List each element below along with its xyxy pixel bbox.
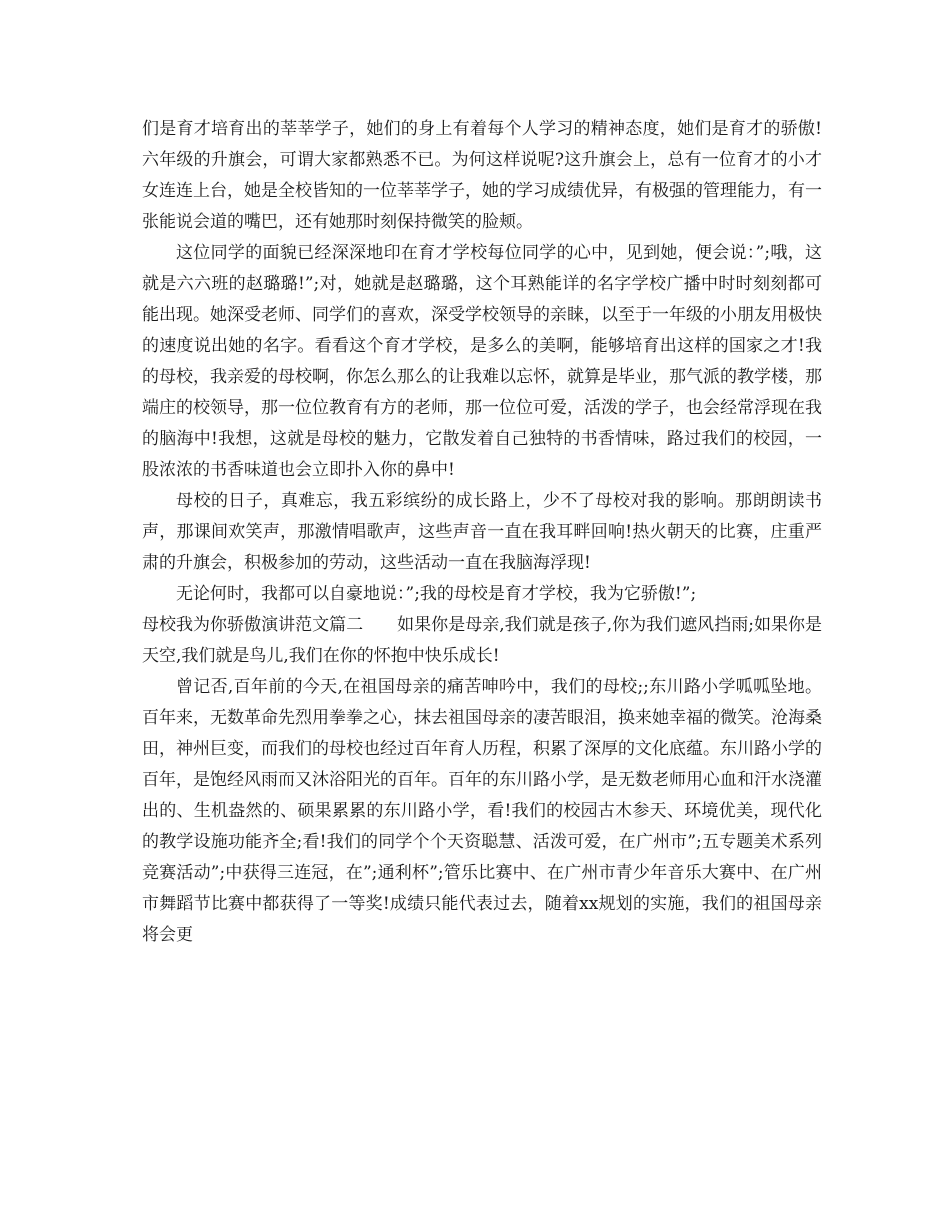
paragraph-6: 曾记否,百年前的今天,在祖国母亲的痛苦呻吟中，我们的母校;;东川路小学呱呱坠地。百年来，无数革命先烈用拳拳之心，抹去祖国母亲的凄苦眼泪，换来她幸福的微笑。沧海桑田，神州巨变，而我们的母校也经过百年育人历程，积累了深厚的文化底蕴。东川路小学的百年，是饱经风雨而又沐浴阳光的百年。百年的东川路小学，是无数老师用心血和汗水浇灌出的、生机盎然的、硕果累累的东川路小学，看!我们的校园古木参天、环境优美，现代化的教学设施功能齐全;看!我们的同学个个天资聪慧、活泼可爱，在广州市”;五专题美术系列竞赛活动”;中获得三连冠，在”;通利杯”;管乐比赛中、在广州市青少年音乐大赛中、在广州市舞蹈节比赛中都获得了一等奖!成绩只能代表过去，随着xx规划的实施，我们的祖国母亲将会更 xyxy=(142,677,822,945)
document-page xyxy=(142,114,822,951)
paragraph-2: 这位同学的面貌已经深深地印在育才学校每位同学的心中，见到她，便会说：”;哦，这就是六六班的赵璐璐!”;对，她就是赵璐璐，这个耳熟能详的名字学校广播中时时刻刻都可能出现。她深受老师、同学们的喜欢，深受学校领导的亲睐，以至于一年级的小朋友用极快的速度说出她的名字。看看这个育才学校，是多么的美啊，能够培育出这样的国家之才!我的母校，我亲爱的母校啊，你怎么那么的让我难以忘怀，就算是毕业，那气派的教学楼，那端庄的校领导，那一位位教育有方的老师，那一位位可爱，活泼的学子，也会经常浮现在我的脑海中!我想，这就是母校的魅力，它散发着自己独特的书香情味，路过我们的校园，一股浓浓的书香味道也会立即扑入你的鼻中! xyxy=(142,243,822,480)
paragraph-1: 们是育才培育出的莘莘学子，她们的身上有着每个人学习的精神态度，她们是育才的骄傲!六年级的升旗会，可谓大家都熟悉不已。为何这样说呢?这升旗会上，总有一位育才的小才女连连上台，她是全校皆知的一位莘莘学子，她的学习成绩优异，有极强的管理能力，有一张能说会道的嘴巴，还有她那时刻保持微笑的脸颊。 xyxy=(142,119,822,232)
paragraph-4: 无论何时，我都可以自豪地说：”;我的母校是育才学校，我为它骄傲!”; xyxy=(176,584,697,604)
paragraph-3: 母校的日子，真难忘，我五彩缤纷的成长路上，少不了母校对我的影响。那朗朗读书声，那课间欢笑声，那激情唱歌声，这些声音一直在我耳畔回响!热火朝天的比赛，庄重严肃的升旗会，积极参加的劳动，这些活动一直在我脑海浮现! xyxy=(142,491,822,573)
paragraph-5: 母校我为你骄傲演讲范文篇二 如果你是母亲,我们就是孩子,你为我们遮风挡雨;如果你是天空,我们就是鸟儿,我们在你的怀抱中快乐成长! xyxy=(142,615,822,666)
